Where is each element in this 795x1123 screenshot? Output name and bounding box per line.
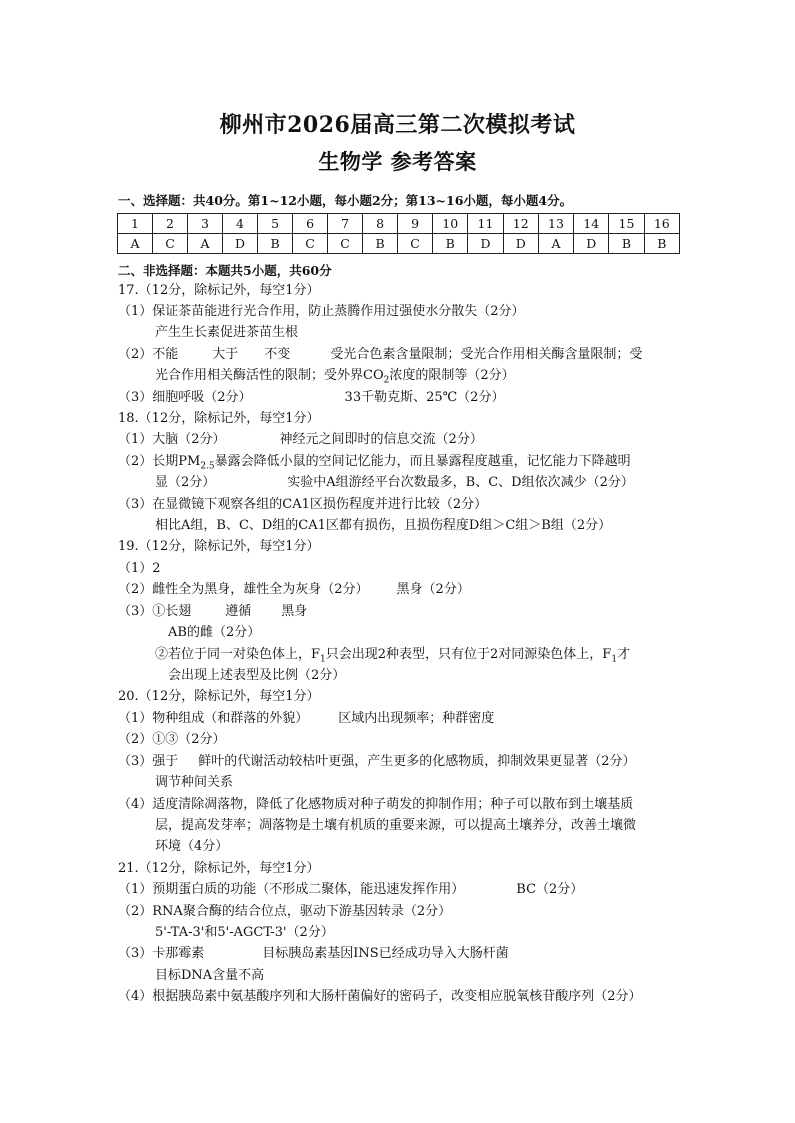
answer-cell: B xyxy=(644,234,679,254)
question-number: 5 xyxy=(258,214,293,234)
q17-heading: 17.（12分，除标记外，每空1分） xyxy=(118,283,320,298)
subscript: 1 xyxy=(611,654,618,665)
question-number: 4 xyxy=(223,214,258,234)
page-subtitle: 生物学 参考答案 xyxy=(318,149,477,174)
q18-line-5: 相比A组，B、C、D组的CA1区都有损伤，且损伤程度D组＞C组＞B组（2分） xyxy=(155,518,612,533)
q21-answer: BC（2分） xyxy=(516,882,584,897)
answer-cell: C xyxy=(293,234,328,254)
answer-cell: A xyxy=(538,234,573,254)
answer-cell: C xyxy=(328,234,363,254)
q18-answer: （1）大脑（2分） xyxy=(118,432,226,447)
q21-line-1 xyxy=(118,881,583,899)
q17-answer: 33千勒克斯、25℃（2分） xyxy=(344,390,505,405)
answer-cell: A xyxy=(118,234,153,254)
subscript: 2.5 xyxy=(200,461,215,472)
q21-answer: （3）卡那霉素 xyxy=(118,946,205,961)
q17-line-5 xyxy=(118,389,504,407)
question-number: 10 xyxy=(433,214,468,234)
subscript: 1 xyxy=(320,654,326,665)
q20-line-4: 调节种间关系 xyxy=(155,775,234,790)
q19-answer: （3）①长翅 xyxy=(118,604,192,619)
q19-answer: 才 xyxy=(617,647,631,662)
q21-line-2: （2）RNA聚合酶的结合位点，驱动下游基因转录（2分） xyxy=(118,904,452,919)
q19-line-6: 会出现上述表型及比例（2分） xyxy=(168,668,346,683)
q18-line-2 xyxy=(118,453,631,476)
section-1-heading: 一、选择题：共40分。第1~12小题，每小题2分；第13~16小题，每小题4分。 xyxy=(118,193,573,208)
q19-line-1: （1）2 xyxy=(118,561,161,576)
q17-line-4 xyxy=(155,367,515,390)
q17-line-2: 产生生长素促进茶苗生根 xyxy=(155,325,299,340)
question-number: 14 xyxy=(574,214,609,234)
q20-answer: （3）强于 xyxy=(118,754,179,769)
q17-answer: 大于 xyxy=(212,347,239,362)
q20-answer: 鲜叶的代谢活动较枯叶更强，产生更多的化感物质，抑制效果更显著（2分） xyxy=(198,754,636,769)
answer-cell: C xyxy=(398,234,433,254)
q19-answer: 黑身 xyxy=(281,604,308,619)
q18-answer: 实验中A组游经平台次数最多，B、C、D组依次减少（2分） xyxy=(287,475,634,490)
q17-line-3 xyxy=(118,346,642,364)
q19-answer: 遵循 xyxy=(225,604,252,619)
question-number: 2 xyxy=(153,214,188,234)
answer-table xyxy=(117,213,680,254)
q18-answer: （2）长期PM xyxy=(118,454,201,469)
q17-line-1: （1）保证茶苗能进行光合作用，防止蒸腾作用过强使水分散失（2分） xyxy=(118,304,525,319)
question-number: 13 xyxy=(538,214,573,234)
q18-heading: 18.（12分，除标记外，每空1分） xyxy=(118,411,320,426)
q21-line-5: 目标DNA含量不高 xyxy=(155,968,265,983)
answer-cell: B xyxy=(433,234,468,254)
q21-answer: （1）预期蛋白质的功能（不形成二聚体，能迅速发挥作用） xyxy=(118,882,465,897)
q19-heading: 19.（12分，除标记外，每空1分） xyxy=(118,539,320,554)
q17-answer: 光合作用相关酶活性的限制；受外界CO xyxy=(155,368,384,383)
q17-answer: 不变 xyxy=(264,347,291,362)
q20-answer: （1）物种组成（和群落的外貌） xyxy=(118,711,309,726)
question-number: 3 xyxy=(188,214,223,234)
q19-answer: ②若位于同一对染色体上，F xyxy=(155,647,321,662)
q17-answer: 浓度的限制等（2分） xyxy=(389,368,515,383)
question-number: 6 xyxy=(293,214,328,234)
q21-line-3: 5'-TA-3'和5'-AGCT-3'（2分） xyxy=(155,925,334,940)
q20-line-6: 层，提高发芽率；凋落物是土壤有机质的重要来源，可以提高土壤养分，改善土壤微 xyxy=(155,818,637,833)
q18-answer: 神经元之间即时的信息交流（2分） xyxy=(279,432,483,447)
answer-table-answer-row xyxy=(118,234,680,254)
subscript: 2 xyxy=(383,375,390,386)
question-number: 8 xyxy=(363,214,398,234)
q19-answer: 黑身（2分） xyxy=(396,582,470,597)
q18-line-1 xyxy=(118,431,483,449)
q19-answer: 只会出现2种表型，只有位于2对同源染色体上，F xyxy=(325,647,612,662)
answer-cell: D xyxy=(468,234,503,254)
q19-line-4: AB的雌（2分） xyxy=(168,625,261,640)
q19-line-3 xyxy=(118,603,307,621)
question-number: 9 xyxy=(398,214,433,234)
q18-answer: 显（2分） xyxy=(155,475,216,490)
answer-cell: D xyxy=(574,234,609,254)
q19-answer: （2）雌性全为黑身，雄性全为灰身（2分） xyxy=(118,582,369,597)
q21-line-4 xyxy=(118,945,509,963)
q20-line-2: （2）①③（2分） xyxy=(118,732,226,747)
q18-line-4: （3）在显微镜下观察各组的CA1区损伤程度并进行比较（2分） xyxy=(118,497,488,512)
answer-cell: B xyxy=(609,234,644,254)
q20-line-5: （4）适度清除凋落物，降低了化感物质对种子萌发的抑制作用；种子可以散布到土壤基质 xyxy=(118,797,634,812)
q20-heading: 20.（12分，除标记外，每空1分） xyxy=(118,689,320,704)
q17-answer: 受光合色素含量限制；受光合作用相关酶含量限制；受 xyxy=(330,347,643,362)
question-number: 7 xyxy=(328,214,363,234)
page-title: 柳州市2026届高三第二次模拟考试 xyxy=(219,112,576,138)
q21-answer: 目标胰岛素基因INS已经成功导入大肠杆菌 xyxy=(262,946,509,961)
q17-answer: （2）不能 xyxy=(118,347,179,362)
question-number: 12 xyxy=(503,214,538,234)
q17-answer: （3）细胞呼吸（2分） xyxy=(118,390,252,405)
q18-answer: 暴露会降低小鼠的空间记忆能力，而且暴露程度越重，记忆能力下降越明 xyxy=(214,454,631,469)
question-number: 1 xyxy=(118,214,153,234)
q18-line-3 xyxy=(155,474,634,492)
q20-line-1 xyxy=(118,710,494,728)
q20-answer: 区域内出现频率；种群密度 xyxy=(338,711,495,726)
q20-line-7: 环境（4分） xyxy=(155,839,229,854)
section-2-heading: 二、非选择题：本题共5小题，共60分 xyxy=(118,263,332,278)
answer-cell: D xyxy=(503,234,538,254)
question-number: 16 xyxy=(644,214,679,234)
q21-heading: 21.（12分，除标记外，每空1分） xyxy=(118,861,320,876)
q21-line-6: （4）根据胰岛素中氨基酸序列和大肠杆菌偏好的密码子，改变相应脱氧核苷酸序列（2分） xyxy=(118,989,642,1004)
q19-line-5 xyxy=(155,646,630,669)
question-number: 15 xyxy=(609,214,644,234)
answer-cell: B xyxy=(258,234,293,254)
answer-cell: D xyxy=(223,234,258,254)
q20-line-3 xyxy=(118,753,636,771)
question-number: 11 xyxy=(468,214,503,234)
answer-cell: A xyxy=(188,234,223,254)
q19-line-2 xyxy=(118,581,470,599)
answer-table-number-row xyxy=(118,214,680,234)
answer-cell: C xyxy=(153,234,188,254)
answer-cell: B xyxy=(363,234,398,254)
